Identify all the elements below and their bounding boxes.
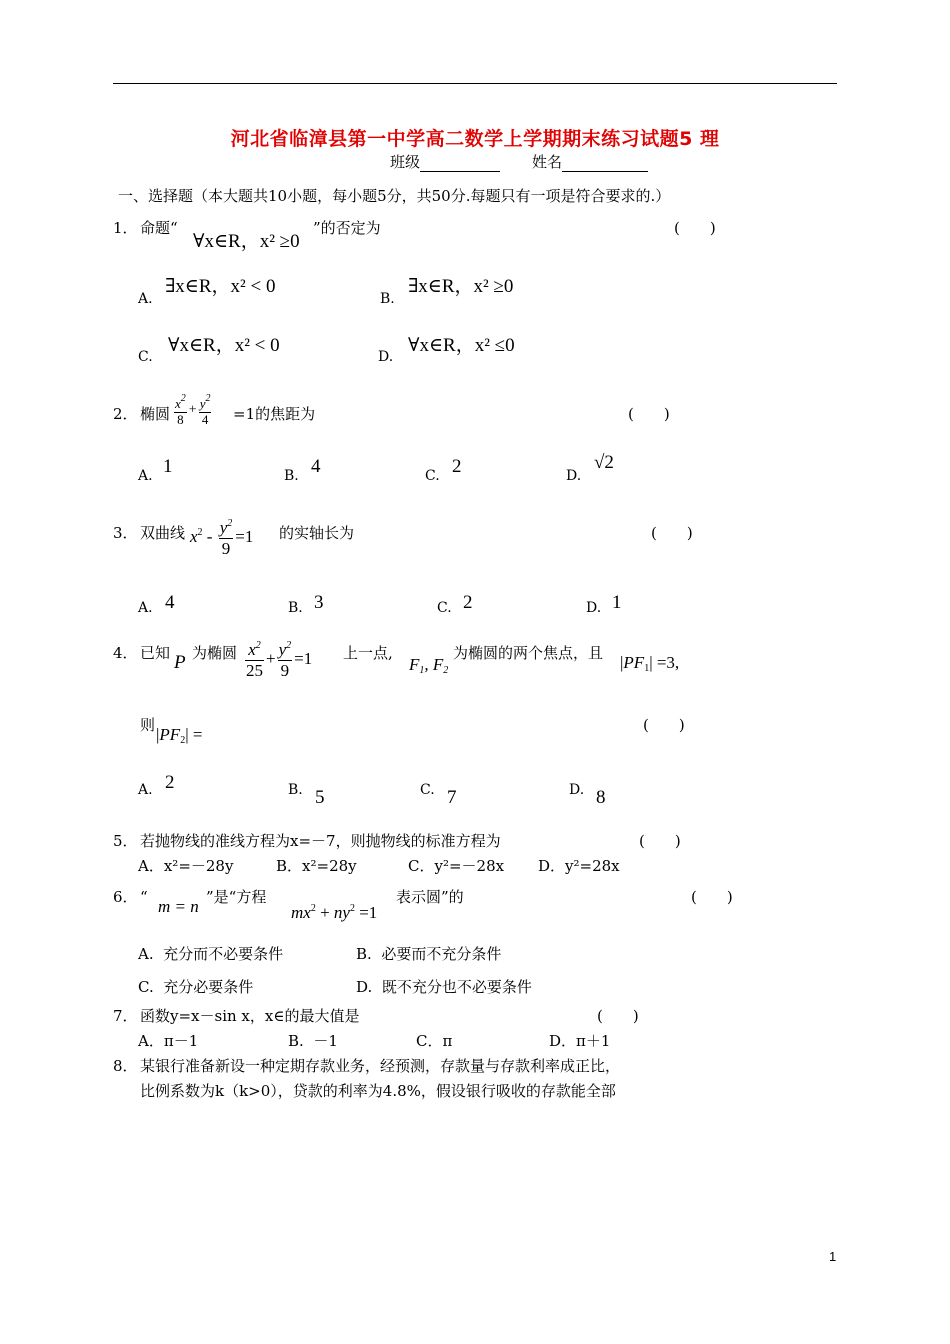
q4-stem-3: 上一点,: [343, 644, 393, 662]
q6-stem-2: ”是“方程: [206, 888, 267, 906]
name-field: 姓名: [532, 153, 648, 172]
q6-stem-1: “: [140, 888, 148, 906]
q2-option-d-label: D.: [566, 468, 582, 484]
q6-stem-3: 表示圆”的: [396, 888, 464, 906]
q2-number: 2．: [113, 405, 138, 423]
q5-option-d: D．y²=28x: [538, 857, 620, 875]
q1-option-a-label: A.: [138, 291, 153, 307]
q1-number: 1．: [113, 219, 138, 237]
q4-answer-paren: ( ): [643, 716, 685, 734]
q3-option-b-label: B.: [288, 600, 303, 616]
q1-option-a: ∃x∈R，x² < 0: [165, 276, 276, 297]
q3-option-d: 1: [612, 592, 622, 613]
q4-stem-1: 已知: [140, 644, 171, 662]
q6-option-d: D. 既不充分也不必要条件: [356, 978, 532, 996]
page-number: 1: [829, 1249, 837, 1264]
q5-number: 5．: [113, 832, 138, 850]
q4-option-d: 8: [596, 787, 606, 808]
q3-hyperbola-expression: $x^2$ - $\frac{y^2}{9}$ =1: [190, 518, 254, 558]
q5-option-a: A．x²=－28y: [138, 857, 234, 875]
q4-condition: $|PF_1| =3$,: [620, 653, 680, 674]
q4-stem-2: 为椭圆: [192, 644, 238, 662]
q2-option-a: 1: [163, 456, 173, 477]
q1-option-d: ∀x∈R，x² ≤0: [408, 335, 515, 356]
q4-option-d-label: D.: [569, 782, 585, 798]
q6-answer-paren: ( ): [691, 888, 733, 906]
q7-number: 7．: [113, 1007, 138, 1025]
q7-answer-paren: ( ): [597, 1007, 639, 1025]
q1-stem-end: ”的否定为: [313, 219, 381, 237]
q5-answer-paren: ( ): [639, 832, 681, 850]
section-heading: 一、选择题（本大题共10小题，每小题5分，共50分.每题只有一项是符合要求的.）: [118, 187, 671, 205]
q7-stem: 函数y=x－sin x，x∈的最大值是: [140, 1007, 360, 1025]
q7-option-a: A．π－1: [138, 1032, 199, 1050]
q2-stem-end: =1的焦距为: [233, 405, 316, 423]
q1-option-d-label: D.: [378, 349, 394, 365]
q3-stem-end: 的实轴长为: [279, 524, 355, 542]
q3-option-a: 4: [165, 592, 175, 613]
page-title: 河北省临漳县第一中学高二数学上学期期末练习试题5 理: [230, 128, 720, 150]
q3-option-b: 3: [314, 592, 324, 613]
q3-stem: 双曲线: [140, 524, 186, 542]
q8-line-1: 某银行准备新设一种定期存款业务，经预测，存款量与存款利率成正比，: [140, 1057, 621, 1075]
q5-stem: 若抛物线的准线方程为x=－7，则抛物线的标准方程为: [140, 832, 501, 850]
q1-expression: ∀x∈R，x² ≥0: [193, 231, 300, 252]
q1-option-b: ∃x∈R，x² ≥0: [408, 276, 514, 297]
class-blank: [420, 153, 500, 172]
q8-number: 8．: [113, 1057, 138, 1075]
q4-option-c-label: C.: [420, 782, 435, 798]
q2-answer-paren: ( ): [628, 405, 670, 423]
q4-option-b-label: B.: [288, 782, 303, 798]
q2-ellipse-expression: $\frac{x^2}{8}$ + $\frac{y^2}{4}$: [175, 393, 211, 427]
q1-option-b-label: B.: [380, 291, 395, 307]
q4-option-c: 7: [447, 787, 457, 808]
q4-option-a: 2: [165, 772, 175, 793]
q6-condition: m = n: [158, 897, 199, 916]
q1-option-c-label: C.: [138, 349, 153, 365]
q4-number: 4．: [113, 644, 138, 662]
q1-option-c: ∀x∈R，x² < 0: [168, 335, 280, 356]
q3-number: 3．: [113, 524, 138, 542]
q1-answer-paren: ( ): [674, 219, 716, 237]
q2-option-b-label: B.: [284, 468, 299, 484]
q2-option-c-label: C.: [425, 468, 440, 484]
q3-option-c-label: C.: [437, 600, 452, 616]
q3-option-d-label: D.: [586, 600, 602, 616]
header-rule: [113, 83, 837, 84]
q4-point-p: P: [174, 652, 186, 673]
q8-line-2: 比例系数为k（k>0），贷款的利率为4.8%，假设银行吸收的存款能全部: [140, 1082, 616, 1100]
q7-option-d: D．π＋1: [549, 1032, 611, 1050]
q4-foci: $F_1$, $F_2$: [409, 655, 449, 676]
q4-stem-4: 为椭圆的两个焦点，且: [453, 644, 604, 662]
q3-option-c: 2: [463, 592, 473, 613]
class-field: 班级: [390, 153, 500, 172]
q3-answer-paren: ( ): [651, 524, 693, 542]
q6-equation: $mx^2 + ny^2 =1$: [291, 903, 378, 922]
q5-option-b: B．x²=28y: [276, 857, 357, 875]
q2-option-c: 2: [452, 456, 462, 477]
q7-option-c: C．π: [416, 1032, 453, 1050]
q4-option-a-label: A.: [138, 782, 153, 798]
q5-option-c: C．y²=－28x: [408, 857, 505, 875]
q6-option-c: C. 充分必要条件: [138, 978, 254, 996]
name-blank: [562, 153, 648, 172]
q6-number: 6．: [113, 888, 138, 906]
q2-stem: 椭圆: [140, 405, 171, 423]
q4-ellipse-expression: $\frac{x^2}{25}$ + $\frac{y^2}{9}$ =1: [246, 640, 313, 680]
q1-stem: 命题“: [140, 219, 178, 237]
q6-option-b: B. 必要而不充分条件: [356, 945, 502, 963]
q3-option-a-label: A.: [138, 600, 153, 616]
q2-option-a-label: A.: [138, 468, 153, 484]
q4-question-expression: $|PF_2|$ =: [156, 725, 203, 746]
q7-option-b: B. －1: [288, 1032, 338, 1050]
q2-option-d: √2: [594, 452, 614, 473]
q4-stem-5: 则: [140, 716, 156, 734]
q6-option-a: A. 充分而不必要条件: [138, 945, 284, 963]
q2-option-b: 4: [311, 456, 321, 477]
q4-option-b: 5: [315, 787, 325, 808]
